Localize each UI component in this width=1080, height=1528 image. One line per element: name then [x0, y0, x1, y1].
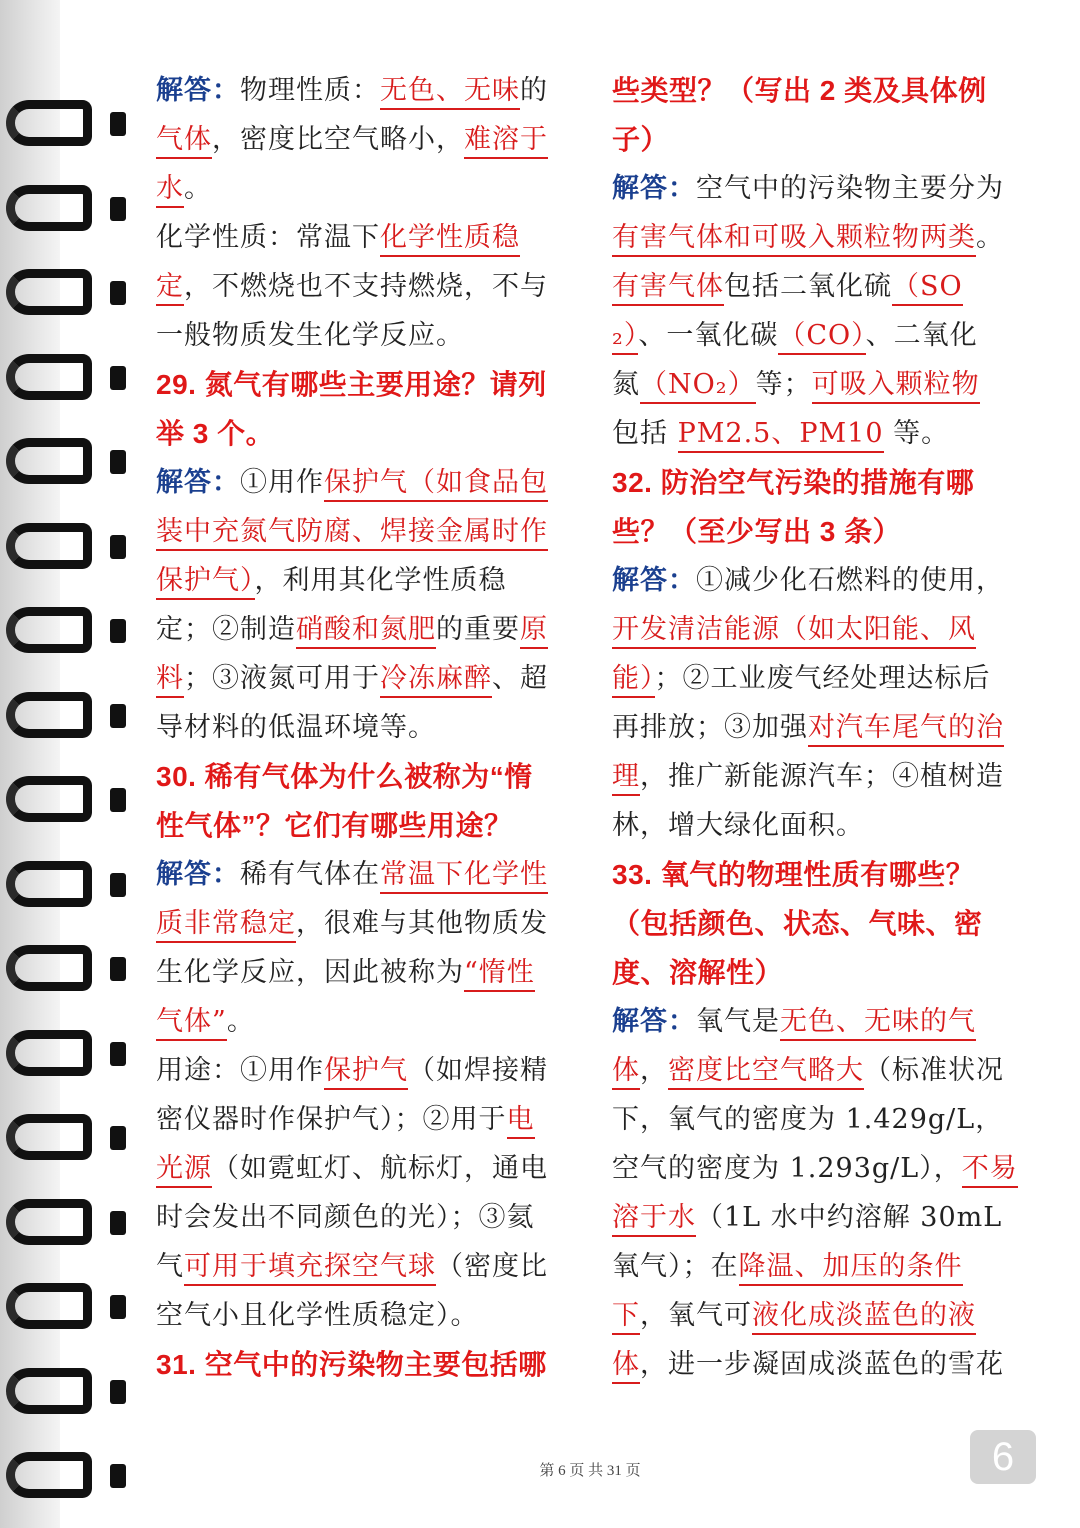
answer-line — [612, 1340, 1032, 1389]
highlighted-text: 开发清洁能源（如太阳能、风 — [612, 614, 976, 649]
binding-ring — [6, 438, 118, 488]
answer-label: 解答： — [612, 565, 696, 595]
highlighted-text: 溶于水 — [612, 1202, 696, 1237]
body-text: ；②工业废气经处理达标后 — [654, 663, 991, 694]
body-text: （如焊接精 — [408, 1055, 548, 1086]
body-text: ①减少化石燃料的使用， — [696, 565, 1004, 596]
answer-line — [156, 1242, 576, 1291]
answer-line — [612, 164, 1032, 213]
highlighted-text: PM2.5、PM10 — [678, 418, 884, 453]
answer-line — [156, 1291, 576, 1340]
body-text: 氮 — [612, 369, 640, 400]
body-text: ，密度比空气略小， — [212, 124, 464, 155]
question-line — [156, 1340, 576, 1389]
highlighted-text: 无色、无味 — [380, 75, 520, 110]
binding-ring — [6, 1283, 118, 1333]
body-text: 用途：①用作 — [156, 1055, 324, 1086]
answer-line — [612, 997, 1032, 1046]
binding-ring — [6, 1114, 118, 1164]
body-text: 。 — [184, 173, 212, 204]
binding-ring — [6, 692, 118, 742]
binding-ring — [6, 523, 118, 573]
highlighted-text: 可用于填充探空气球 — [184, 1251, 436, 1286]
body-text: 。 — [226, 1006, 255, 1037]
body-text: 包括 — [612, 418, 678, 449]
question-line — [612, 850, 1032, 899]
body-text: 再排放；③加强 — [612, 712, 808, 743]
question-text: 子） — [612, 124, 670, 155]
highlighted-text: 降温、加压的条件 — [739, 1251, 963, 1286]
answer-line — [612, 654, 1032, 703]
question-line — [612, 115, 1032, 164]
answer-line — [612, 1144, 1032, 1193]
answer-label: 解答： — [612, 173, 696, 203]
answer-line — [156, 1095, 576, 1144]
body-text: ，很难与其他物质发 — [296, 908, 548, 939]
answer-line — [156, 1046, 576, 1095]
question-text: 32. 防治空气污染的措施有哪 — [612, 467, 975, 498]
highlighted-text: 料 — [156, 663, 184, 698]
question-line — [612, 66, 1032, 115]
body-text: 。 — [976, 222, 1004, 253]
highlighted-text: 有害气体和可吸入颗粒物两类 — [612, 222, 976, 257]
highlighted-text: 常温下化学性 — [380, 859, 548, 894]
highlighted-text: 装中充氮气防腐、焊接金属时作 — [156, 516, 548, 551]
highlighted-text: 体 — [612, 1349, 640, 1384]
question-line — [156, 360, 576, 409]
answer-line — [612, 752, 1032, 801]
highlighted-text: 能） — [612, 663, 655, 698]
body-text: 化学性质：常温下 — [156, 222, 380, 253]
answer-line — [612, 1046, 1032, 1095]
body-text: 、一氧化碳 — [638, 320, 779, 351]
body-text: 包括二氧化硫 — [724, 271, 892, 302]
body-text: 氧气）；在 — [612, 1251, 739, 1282]
question-line — [156, 409, 576, 458]
binding-ring — [6, 269, 118, 319]
answer-line — [612, 801, 1032, 850]
answer-line — [156, 458, 576, 507]
highlighted-text: 原 — [520, 614, 548, 649]
question-text: 31. 空气中的污染物主要包括哪 — [156, 1349, 547, 1380]
answer-line — [156, 654, 576, 703]
left-column — [156, 66, 576, 1389]
body-text: 密仪器时作保护气）；②用于 — [156, 1104, 507, 1135]
highlighted-text: 质非常稳定 — [156, 908, 296, 943]
answer-line — [156, 1144, 576, 1193]
highlighted-text: 下 — [612, 1300, 640, 1335]
highlighted-text: 电 — [507, 1104, 535, 1139]
body-text: 生化学反应，因此被称为 — [156, 957, 464, 988]
answer-line — [156, 164, 576, 213]
highlighted-text: “惰性 — [464, 957, 535, 992]
answer-line — [612, 1193, 1032, 1242]
answer-line — [612, 409, 1032, 458]
question-line — [612, 948, 1032, 997]
body-text: 的重要 — [436, 614, 520, 645]
page-footer: 第 6 页 共 31 页 — [539, 1463, 641, 1479]
body-text: ，氧气可 — [640, 1300, 752, 1331]
body-text: （1L 水中约溶解 30mL — [696, 1202, 1003, 1233]
binding-ring — [6, 100, 118, 150]
highlighted-text: 液化成淡蓝色的液 — [752, 1300, 976, 1335]
binding-ring — [6, 1199, 118, 1249]
body-text: ；③液氮可用于 — [184, 663, 380, 694]
highlighted-text: 保护气 — [324, 1055, 408, 1090]
answer-label: 解答： — [156, 467, 240, 497]
body-text: 导材料的低温环境等。 — [156, 712, 436, 743]
binding-ring — [6, 1030, 118, 1080]
answer-line — [156, 213, 576, 262]
answer-line — [612, 262, 1032, 311]
answer-line — [156, 948, 576, 997]
body-text: ，进一步凝固成淡蓝色的雪花 — [640, 1349, 1004, 1380]
highlighted-text: 理 — [612, 761, 640, 796]
answer-line — [612, 605, 1032, 654]
question-text: 些？（至少写出 3 条） — [612, 516, 902, 547]
answer-line — [612, 311, 1032, 360]
highlighted-text: 无色、无味的气 — [780, 1006, 976, 1041]
answer-line — [156, 899, 576, 948]
binding-ring — [6, 185, 118, 235]
page-number-badge: 6 — [970, 1430, 1036, 1484]
highlighted-text: 保护气） — [156, 565, 255, 600]
binding-ring — [6, 861, 118, 911]
highlighted-text: 密度比空气略大 — [668, 1055, 864, 1090]
answer-line — [156, 115, 576, 164]
answer-line — [612, 360, 1032, 409]
body-text: ，利用其化学性质稳 — [254, 565, 507, 596]
highlighted-text: 气体” — [156, 1006, 227, 1041]
body-text: 稀有气体在 — [240, 859, 380, 890]
highlighted-text: 保护气（如食品包 — [324, 467, 548, 502]
highlighted-text: 硝酸和氮肥 — [296, 614, 436, 649]
body-text: ， — [640, 1055, 668, 1086]
highlighted-text: 有害气体 — [612, 271, 724, 306]
body-text: 空气小且化学性质稳定）。 — [156, 1300, 479, 1331]
binding-ring — [6, 607, 118, 657]
body-text: 空气中的污染物主要分为 — [696, 173, 1004, 204]
body-text: ①用作 — [240, 467, 324, 498]
body-text: 空气的密度为 1.293g/L）， — [612, 1153, 962, 1184]
highlighted-text: 不易 — [962, 1153, 1018, 1188]
highlighted-text: 难溶于 — [464, 124, 548, 159]
question-text: 33. 氧气的物理性质有哪些？ — [612, 859, 975, 890]
answer-line — [612, 213, 1032, 262]
question-text: 29. 氮气有哪些主要用途？请列 — [156, 369, 547, 400]
body-text: 时会发出不同颜色的光）；③氦 — [156, 1202, 535, 1233]
body-text: 气 — [156, 1251, 184, 1282]
body-text: 、超 — [492, 663, 548, 694]
right-column — [612, 66, 1032, 1389]
answer-line — [156, 556, 576, 605]
answer-line — [612, 556, 1032, 605]
question-line — [156, 752, 576, 801]
question-line — [612, 458, 1032, 507]
highlighted-text: （CO） — [778, 320, 865, 355]
body-text: 、二氧化 — [865, 320, 978, 351]
body-text: ，推广新能源汽车；④植树造 — [640, 761, 1004, 792]
highlighted-text: 定 — [156, 271, 184, 306]
answer-line — [156, 507, 576, 556]
binding-ring — [6, 945, 118, 995]
body-text: ，不燃烧也不支持燃烧，不与 — [184, 271, 548, 302]
body-text: 氧气是 — [696, 1006, 780, 1037]
answer-line — [156, 703, 576, 752]
answer-line — [156, 850, 576, 899]
highlighted-text: 水 — [156, 173, 184, 208]
answer-label: 解答： — [156, 75, 240, 105]
highlighted-text: 化学性质稳 — [380, 222, 520, 257]
answer-label: 解答： — [156, 859, 240, 889]
body-text: 下，氧气的密度为 1.429g/L， — [612, 1104, 1004, 1135]
answer-line — [156, 997, 576, 1046]
answer-line — [156, 66, 576, 115]
highlighted-text: （SO — [892, 271, 963, 306]
answer-label: 解答： — [612, 1006, 696, 1036]
answer-line — [612, 1095, 1032, 1144]
answer-line — [612, 1291, 1032, 1340]
binding-ring — [6, 354, 118, 404]
answer-line — [612, 703, 1032, 752]
answer-line — [156, 1193, 576, 1242]
question-line — [612, 899, 1032, 948]
spiral-binding — [0, 0, 140, 1528]
highlighted-text: 光源 — [156, 1153, 212, 1188]
question-text: 30. 稀有气体为什么被称为“惰 — [156, 761, 533, 792]
highlighted-text: 冷冻麻醉 — [380, 663, 492, 698]
question-line — [612, 507, 1032, 556]
body-text: （标准状况 — [864, 1055, 1004, 1086]
highlighted-text: 体 — [612, 1055, 640, 1090]
body-text: 等； — [755, 369, 812, 400]
body-text: 物理性质： — [240, 75, 380, 106]
highlighted-text: 对汽车尾气的治 — [808, 712, 1004, 747]
body-text: （如霓虹灯、航标灯，通电 — [212, 1153, 548, 1184]
highlighted-text: ₂） — [612, 320, 638, 355]
answer-line — [156, 262, 576, 311]
question-text: （包括颜色、状态、气味、密 — [612, 908, 983, 939]
answer-line — [156, 605, 576, 654]
question-text: 些类型？（写出 2 类及具体例 — [612, 75, 987, 106]
body-text: 的 — [520, 75, 548, 106]
body-text: 等。 — [883, 418, 950, 449]
binding-ring — [6, 1368, 118, 1418]
question-text: 性气体”？它们有哪些用途？ — [156, 810, 513, 841]
highlighted-text: 气体 — [156, 124, 212, 159]
body-text: 林，增大绿化面积。 — [612, 810, 864, 841]
body-text: 一般物质发生化学反应。 — [156, 320, 464, 351]
answer-line — [156, 311, 576, 360]
question-line — [156, 801, 576, 850]
question-text: 举 3 个。 — [156, 418, 275, 449]
question-text: 度、溶解性） — [612, 957, 784, 988]
binding-ring — [6, 776, 118, 826]
body-text: 定；②制造 — [156, 614, 296, 645]
body-text: （密度比 — [436, 1251, 548, 1282]
answer-line — [612, 1242, 1032, 1291]
highlighted-text: 可吸入颗粒物 — [812, 369, 980, 404]
highlighted-text: （NO₂） — [640, 369, 756, 404]
